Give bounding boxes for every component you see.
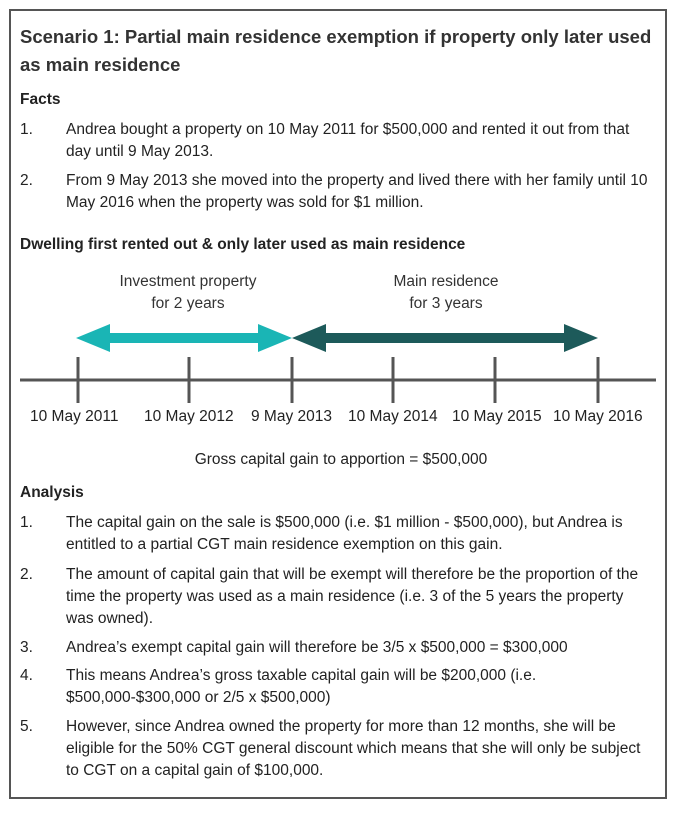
gross-capital-gain: Gross capital gain to apportion = $500,000	[194, 451, 488, 468]
investment-period-label	[88, 271, 288, 315]
residence-period-arrow	[292, 324, 598, 352]
item-text: Andrea bought a property on 10 May 2011 for $500,000 and rented it out from that day until 9 May 2013.	[66, 121, 630, 160]
item-text: Andrea’s exempt capital gain will therefore be 3/5 x $500,000 = $300,000	[66, 639, 568, 656]
date-label: 10 May 2012	[144, 408, 234, 425]
item-number: 1.	[20, 121, 33, 138]
analysis-heading: Analysis	[20, 484, 84, 501]
date-label: 10 May 2016	[553, 408, 643, 425]
investment-label-line1: Investment property	[119, 273, 257, 290]
item-number: 2.	[20, 172, 33, 189]
item-number: 2.	[20, 566, 33, 583]
item-text: However, since Andrea owned the property for more than 12 months, she will be eligible for the 50% CGT general discount which means that she will only be subject to CGT on a capital gain of $100,000.	[66, 718, 641, 779]
item-text: From 9 May 2013 she moved into the property and lived there with her family until 10 May 2016 when the property was sold for $1 million.	[66, 172, 648, 211]
date-label: 10 May 2011	[30, 408, 119, 425]
date-label: 10 May 2015	[452, 408, 542, 425]
timeline-diagram	[0, 310, 682, 405]
investment-label-line2: for 2 years	[151, 295, 225, 312]
timeline-heading: Dwelling first rented out & only later used as main residence	[20, 236, 466, 253]
item-text: This means Andrea’s gross taxable capital gain will be $200,000 (i.e. $500,000-$300,000 or 2/5 x $500,000)	[66, 667, 537, 706]
date-label: 9 May 2013	[251, 408, 332, 425]
date-label: 10 May 2014	[348, 408, 438, 425]
item-number: 1.	[20, 514, 33, 531]
residence-label-line1: Main residence	[393, 273, 499, 290]
item-number: 3.	[20, 639, 33, 656]
item-number: 4.	[20, 667, 33, 684]
item-number: 5.	[20, 718, 33, 735]
investment-period-arrow	[76, 324, 292, 352]
scenario-title: Scenario 1: Partial main residence exemption if property only later used as main residence	[20, 26, 652, 75]
residence-label-line2: for 3 years	[409, 295, 483, 312]
item-text: The capital gain on the sale is $500,000 (i.e. $1 million - $500,000), but Andrea is entitled to a partial CGT main residence exemption on this gain.	[66, 514, 623, 553]
facts-heading: Facts	[20, 91, 61, 108]
residence-period-label	[346, 271, 546, 315]
item-text: The amount of capital gain that will be exempt will therefore be the proportion of the time the property was used as a main residence (i.e. 3 of the 5 years the property was owned).	[66, 566, 639, 627]
